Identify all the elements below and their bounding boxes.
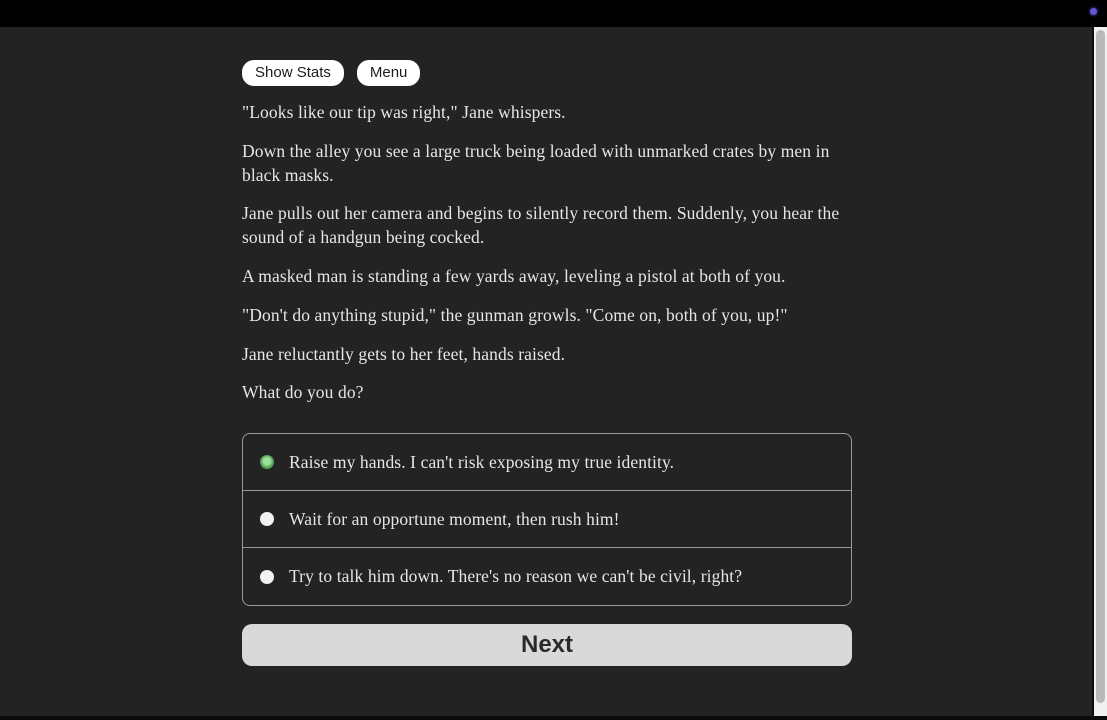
choice-label: Raise my hands. I can't risk exposing my true identity. (289, 451, 675, 472)
choice-label: Wait for an opportune moment, then rush him! (289, 508, 620, 529)
choice-radio-1[interactable] (260, 512, 274, 526)
story-paragraph: Down the alley you see a large truck being loaded with unmarked crates by men in black masks. (242, 140, 830, 185)
next-button[interactable]: Next (242, 624, 852, 666)
story-paragraph: Jane reluctantly gets to her feet, hands raised. (242, 343, 566, 364)
top-bar (0, 0, 1107, 27)
choice-option-1[interactable] (243, 491, 851, 548)
choice-option-2[interactable] (243, 548, 851, 605)
status-dot (1090, 8, 1097, 15)
choice-radio-0[interactable] (260, 455, 274, 469)
story-paragraph: "Don't do anything stupid," the gunman growls. "Come on, both of you, up!" (242, 304, 788, 325)
choices-box (242, 433, 852, 606)
toolbar (242, 60, 852, 86)
story-text (242, 101, 852, 405)
show-stats-button[interactable]: Show Stats (242, 60, 344, 86)
game-content (242, 60, 852, 666)
choice-label: Try to talk him down. There's no reason we can't be civil, right? (289, 566, 743, 587)
menu-button[interactable]: Menu (357, 60, 421, 86)
choice-radio-2[interactable] (260, 570, 274, 584)
story-paragraph: A masked man is standing a few yards away, leveling a pistol at both of you. (242, 265, 786, 286)
story-prompt: What do you do? (242, 382, 364, 403)
scrollbar[interactable] (1092, 27, 1107, 716)
story-paragraph: "Looks like our tip was right," Jane whispers. (242, 102, 566, 122)
choice-option-0[interactable] (243, 434, 851, 491)
scrollbar-thumb[interactable] (1096, 30, 1105, 703)
story-paragraph: Jane pulls out her camera and begins to silently record them. Suddenly, you hear the sound of a handgun being cocked. (242, 203, 840, 248)
bottom-bar (0, 716, 1107, 720)
